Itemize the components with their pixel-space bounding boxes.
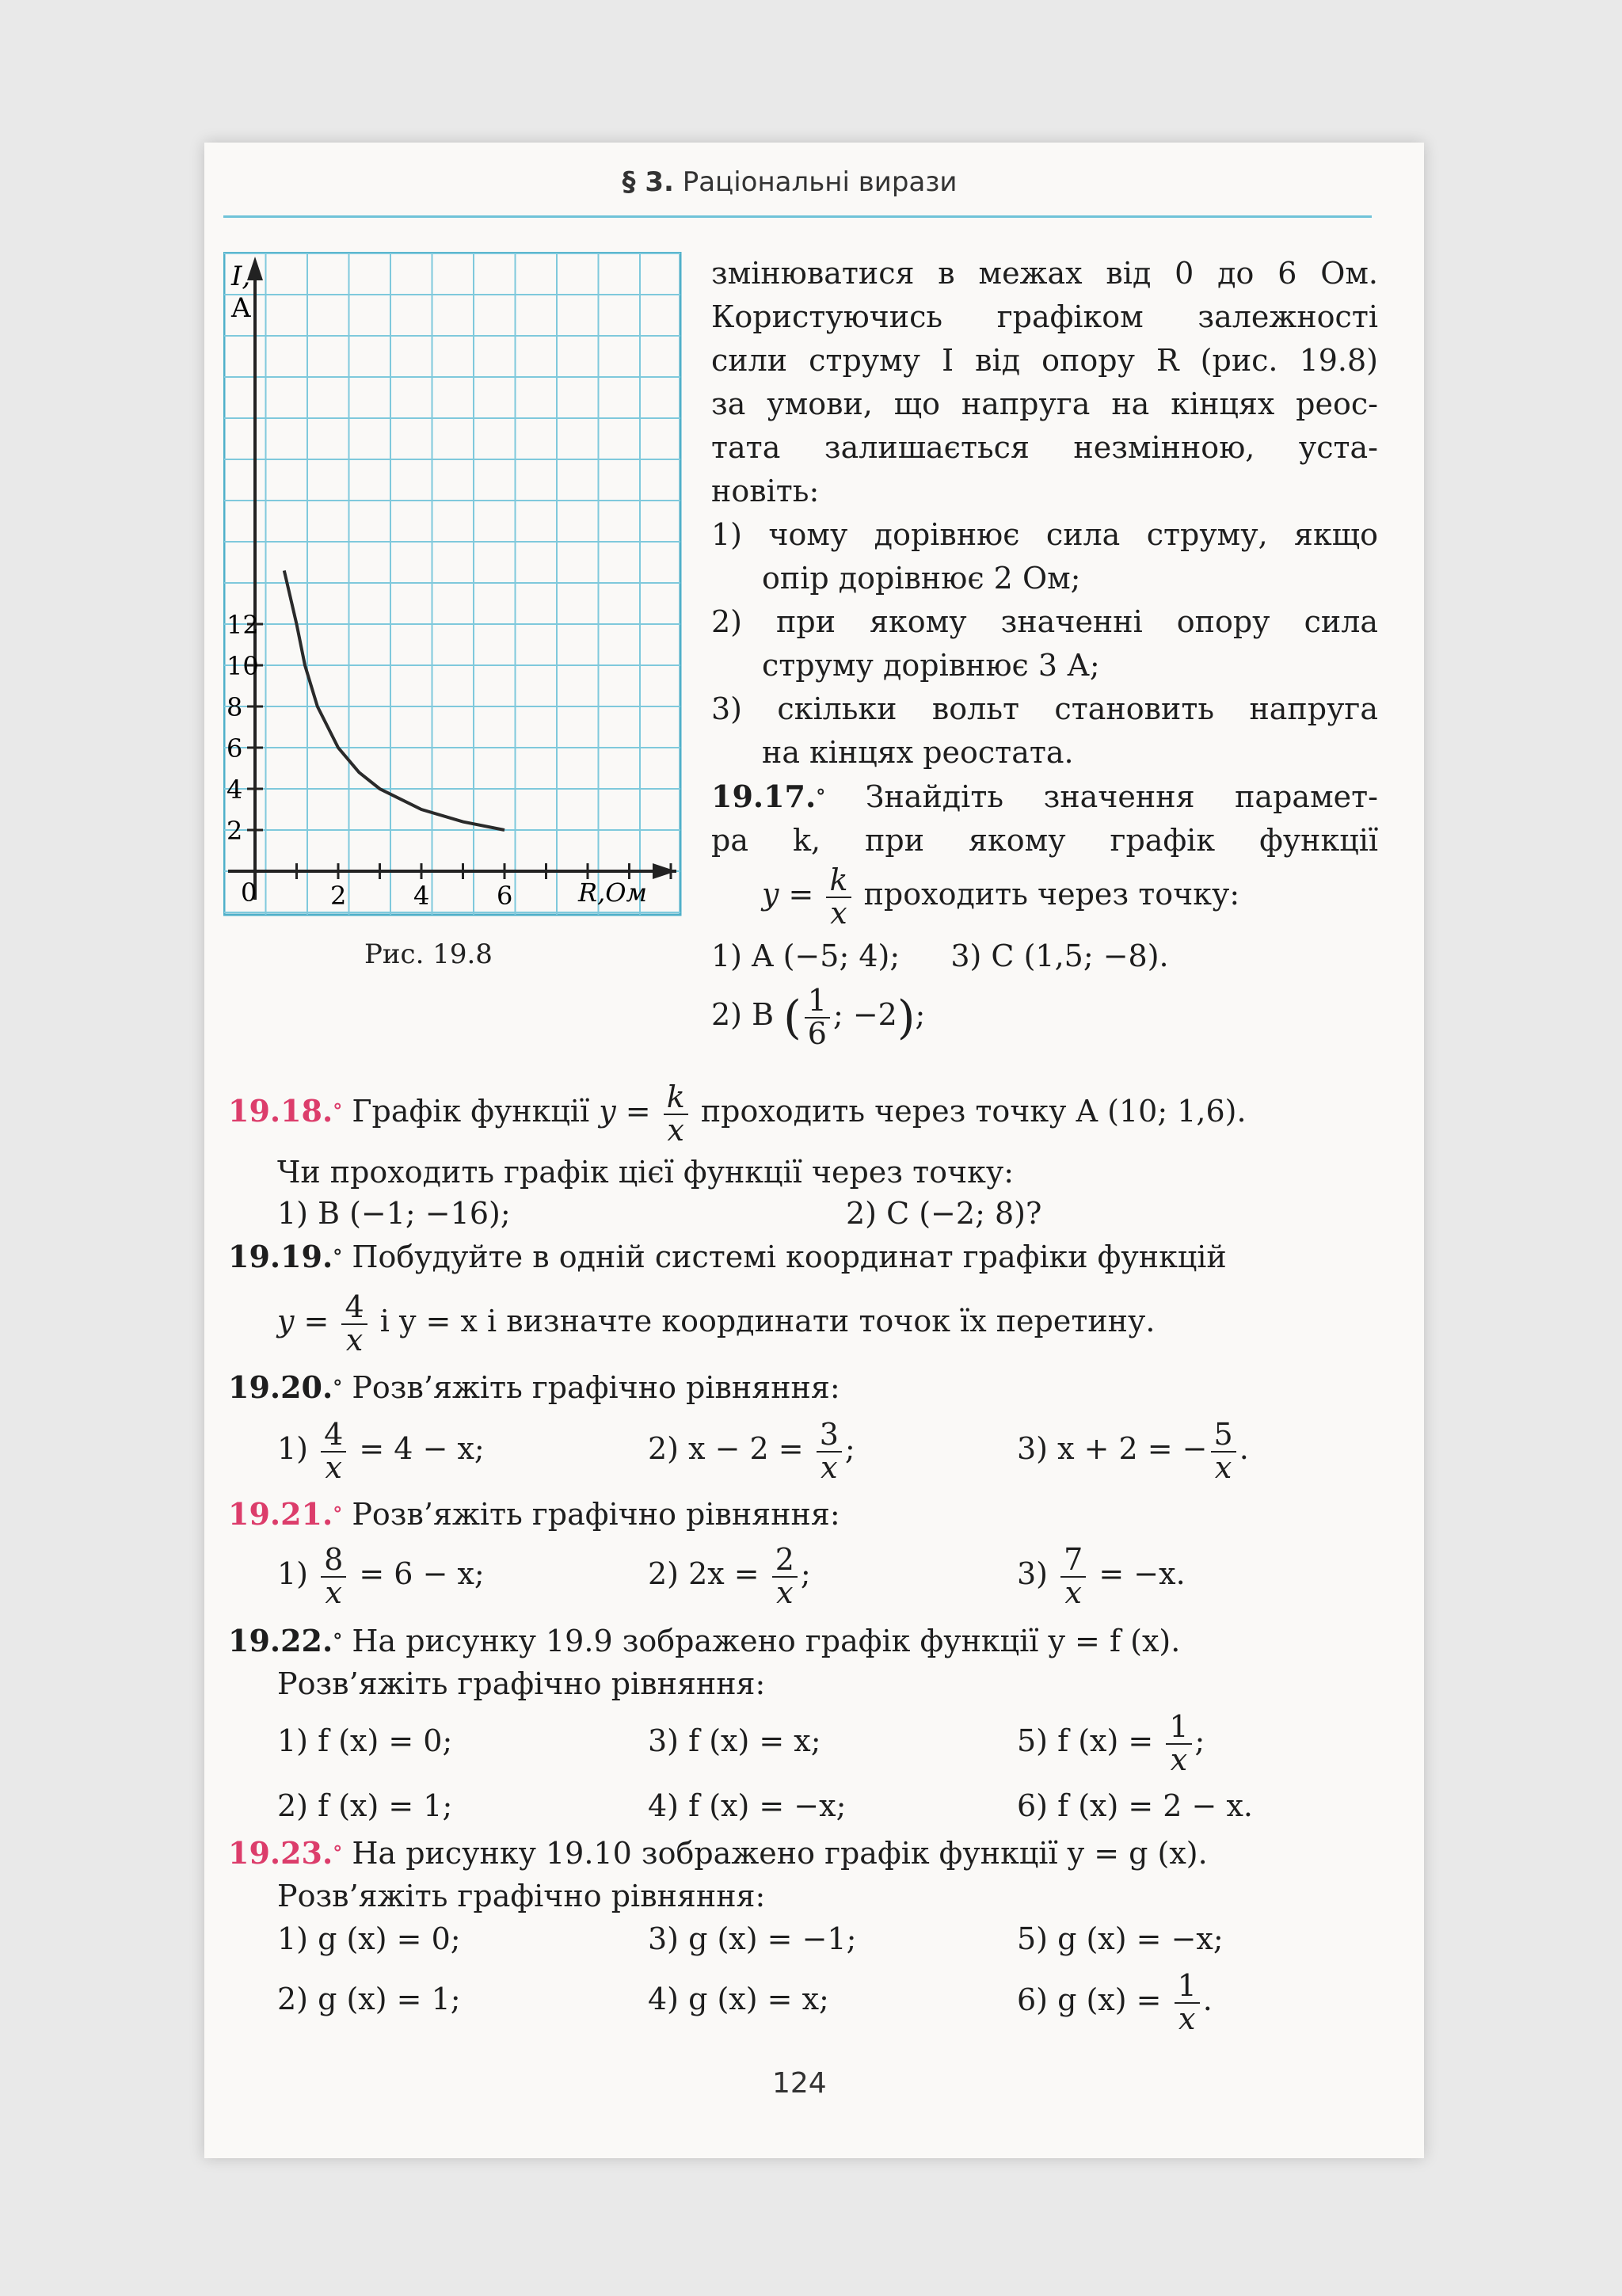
- equation-1: [277, 1415, 485, 1483]
- equation-5: [1017, 1707, 1205, 1776]
- equation-6: 6) f (x) = 2 − x.: [1017, 1788, 1253, 1823]
- x-tick-label: 6: [497, 881, 513, 911]
- fraction: [1060, 1541, 1086, 1610]
- text-line: проходить через точку:: [863, 877, 1240, 912]
- figure-19-8: [223, 252, 683, 917]
- equation-text: = −x.: [1098, 1556, 1186, 1591]
- equation-1: 1) g (x) = 0;: [277, 1921, 461, 1956]
- problem-19-20: [228, 1370, 1373, 1405]
- equation-text: 3) x + 2 = −: [1017, 1431, 1208, 1466]
- y-tick-label: 8: [227, 692, 243, 722]
- fraction: [817, 1416, 842, 1485]
- denominator: x: [325, 1449, 342, 1485]
- denominator: x: [345, 1322, 364, 1357]
- list-item: струму дорівнює 3 А;: [762, 648, 1100, 683]
- label: 3): [1017, 1556, 1049, 1591]
- equation-text: 6) g (x) =: [1017, 1982, 1162, 2017]
- y-axis-label-1: I,: [231, 261, 251, 292]
- fraction: [1211, 1416, 1236, 1485]
- difficulty-mark: °: [333, 1376, 343, 1399]
- fraction: [1175, 1967, 1200, 2036]
- numerator: 1: [1175, 1970, 1200, 2004]
- formula-line: [711, 862, 1378, 929]
- equation-text: = 4 − x;: [359, 1431, 485, 1466]
- figure-caption: Рис. 19.8: [364, 939, 493, 970]
- option-b: 2) C (−2; 8)?: [846, 1196, 1042, 1231]
- option-b-text: ; −2: [832, 997, 897, 1033]
- list-item: опір дорівнює 2 Ом;: [762, 561, 1081, 596]
- fraction: [321, 1541, 346, 1610]
- text-line: ра k, при якому графік функції: [711, 823, 1378, 858]
- equation-2: 2) g (x) = 1;: [277, 1982, 461, 2016]
- problem-19-22: [228, 1624, 1373, 1658]
- numerator: 8: [321, 1544, 346, 1578]
- list-item: на кінцях реостата.: [762, 735, 1074, 770]
- equation-3: [1017, 1540, 1186, 1609]
- y-tick-label: 2: [227, 816, 243, 846]
- text-line: Розв’яжіть графічно рівняння:: [352, 1497, 840, 1532]
- text-line: Чи проходить графік цієї функції через точку:: [277, 1155, 1015, 1190]
- difficulty-mark: °: [333, 1245, 343, 1268]
- option-a: 1) B (−1; −16);: [277, 1196, 511, 1231]
- denominator: 6: [807, 1015, 827, 1051]
- section-number: § 3.: [622, 166, 674, 198]
- text-line: Побудуйте в одній системі координат графіки функцій: [352, 1239, 1227, 1274]
- x-tick-label: 2: [330, 881, 347, 911]
- numerator: k: [666, 1079, 685, 1114]
- equation-text: 5) f (x) =: [1017, 1723, 1154, 1758]
- text-line: сили струму I від опору R (рис. 19.8): [711, 343, 1378, 378]
- header-rule: [223, 215, 1372, 218]
- fraction: [772, 1541, 798, 1610]
- x-axis-label: R,Ом: [578, 878, 648, 908]
- equation-2: 2) f (x) = 1;: [277, 1788, 453, 1823]
- label: 1): [277, 1431, 309, 1466]
- problem-number: 19.20.: [228, 1369, 333, 1405]
- problem-number: 19.23.: [228, 1835, 333, 1871]
- text-line: і y = x і визначте координати точок їх перетину.: [379, 1304, 1156, 1338]
- x-axis-arrow-icon: [653, 863, 676, 879]
- problem-19-23: [228, 1836, 1373, 1871]
- x-tick-label: 4: [413, 881, 430, 911]
- denominator: x: [667, 1112, 684, 1148]
- problem-19-21: [228, 1497, 1373, 1532]
- problem-19-17-line: [711, 775, 1378, 819]
- grid-lines: [224, 253, 680, 915]
- option-a: 1) A (−5; 4);: [711, 939, 900, 974]
- fraction: [321, 1416, 346, 1485]
- formula-line: [277, 1287, 1155, 1356]
- text-line: змінюватися в межах від 0 до 6 Ом.: [711, 256, 1378, 291]
- problem-number: 19.22.: [228, 1623, 333, 1658]
- equation-text: ;: [844, 1431, 855, 1466]
- answer-options: [711, 929, 1378, 983]
- equation-4: 4) f (x) = −x;: [648, 1788, 847, 1823]
- equation-6: [1017, 1966, 1213, 2035]
- equation-text: ;: [800, 1556, 811, 1591]
- equation-text: ;: [1194, 1723, 1205, 1758]
- label: 1): [277, 1556, 309, 1591]
- text-line: проходить через точку A (10; 1,6).: [700, 1094, 1247, 1129]
- numerator: 2: [772, 1544, 798, 1578]
- running-header: [208, 166, 1372, 198]
- equation-text: .: [1239, 1431, 1249, 1466]
- problem-number: 19.18.: [228, 1093, 333, 1129]
- numerator: 1: [1166, 1712, 1191, 1745]
- fraction: [341, 1289, 367, 1357]
- problem-continuation: [711, 252, 1378, 1050]
- equation-3: [1017, 1415, 1249, 1483]
- numerator: k: [829, 862, 848, 897]
- origin-label: 0: [241, 878, 257, 908]
- text-line: На рисунку 19.10 зображено графік функції y = g (x).: [352, 1836, 1208, 1871]
- y-tick-label: 10: [227, 651, 259, 681]
- equation-4: 4) g (x) = x;: [648, 1982, 829, 2016]
- text-line: Користуючись графіком залежності: [711, 299, 1378, 334]
- equation-2: [648, 1415, 855, 1483]
- denominator: x: [1064, 1574, 1082, 1610]
- difficulty-mark: °: [333, 1841, 343, 1864]
- equation-1: [277, 1540, 485, 1609]
- numerator: 7: [1060, 1544, 1086, 1578]
- numerator: 4: [321, 1419, 346, 1453]
- text-line: Графік функції: [352, 1094, 590, 1129]
- axes: [228, 257, 676, 900]
- text-line: Розв’яжіть графічно рівняння:: [277, 1879, 766, 1913]
- list-item: 3) скільки вольт становить напруга: [711, 691, 1378, 726]
- equation-1: 1) f (x) = 0;: [277, 1723, 453, 1758]
- current-resistance-curve: [284, 570, 504, 830]
- denominator: x: [776, 1574, 794, 1610]
- text-line: Знайдіть значення парамет-: [865, 779, 1378, 814]
- equation-3: 3) f (x) = x;: [648, 1723, 821, 1758]
- numerator: 5: [1211, 1419, 1236, 1453]
- problem-19-19: [228, 1239, 1373, 1274]
- y-tick-label: 4: [227, 775, 243, 805]
- page-number: 124: [772, 2067, 827, 2100]
- problem-19-18: [228, 1077, 1373, 1146]
- option-b-line: 2) B ( $\frac{1}{6}$ ; −2);: [711, 983, 926, 1051]
- equation-5: 5) g (x) = −x;: [1017, 1921, 1224, 1956]
- problem-number: 19.17.: [711, 779, 817, 814]
- equation-text: .: [1202, 1982, 1213, 2017]
- text-line: новіть:: [711, 474, 820, 508]
- numerator: 3: [817, 1419, 842, 1453]
- fraction: [805, 985, 830, 1050]
- equation-3: 3) g (x) = −1;: [648, 1921, 857, 1956]
- equation-text: = 6 − x;: [359, 1556, 485, 1591]
- text-line: Розв’яжіть графічно рівняння:: [277, 1666, 766, 1701]
- y-axis-label-2: A: [231, 292, 251, 324]
- option-c: 3) C (1,5; −8).: [950, 939, 1169, 974]
- formula-text: y =: [277, 1304, 329, 1338]
- difficulty-mark: °: [333, 1629, 343, 1652]
- y-tick-labels: [227, 610, 263, 846]
- option-b-label: 2) B: [711, 997, 775, 1033]
- denominator: x: [325, 1574, 342, 1610]
- equation-text: 2) 2x =: [648, 1556, 760, 1591]
- equation-text: 2) x − 2 =: [648, 1431, 804, 1466]
- formula-text: y =: [599, 1094, 651, 1129]
- problem-number: 19.19.: [228, 1239, 333, 1274]
- formula-text: y =: [762, 877, 814, 912]
- problem-number: 19.21.: [228, 1496, 333, 1532]
- text-line: Розв’яжіть графічно рівняння:: [352, 1370, 840, 1405]
- list-item: 1) чому дорівнює сила струму, якщо: [711, 517, 1378, 552]
- numerator: 1: [805, 985, 830, 1019]
- difficulty-mark: °: [333, 1099, 343, 1122]
- section-title: Раціональні вирази: [682, 166, 958, 198]
- denominator: x: [830, 895, 847, 931]
- text-line: тата залишається незмінною, уста-: [711, 430, 1378, 465]
- fraction: [664, 1079, 688, 1148]
- denominator: x: [1170, 1742, 1188, 1777]
- denominator: x: [1178, 2001, 1196, 2036]
- numerator: 4: [341, 1292, 367, 1325]
- denominator: x: [821, 1449, 838, 1485]
- y-tick-label: 6: [227, 733, 243, 763]
- list-item: 2) при якому значенні опору сила: [711, 604, 1378, 639]
- denominator: x: [1214, 1449, 1232, 1485]
- fraction: [1166, 1708, 1191, 1777]
- text-line: На рисунку 19.9 зображено графік функції y = f (x).: [352, 1624, 1181, 1658]
- difficulty-mark: °: [816, 785, 826, 808]
- y-tick-label: 12: [227, 610, 259, 640]
- text-line: за умови, що напруга на кінцях реос-: [711, 386, 1378, 421]
- difficulty-mark: °: [333, 1502, 343, 1525]
- fraction: [826, 862, 851, 931]
- equation-2: [648, 1540, 811, 1609]
